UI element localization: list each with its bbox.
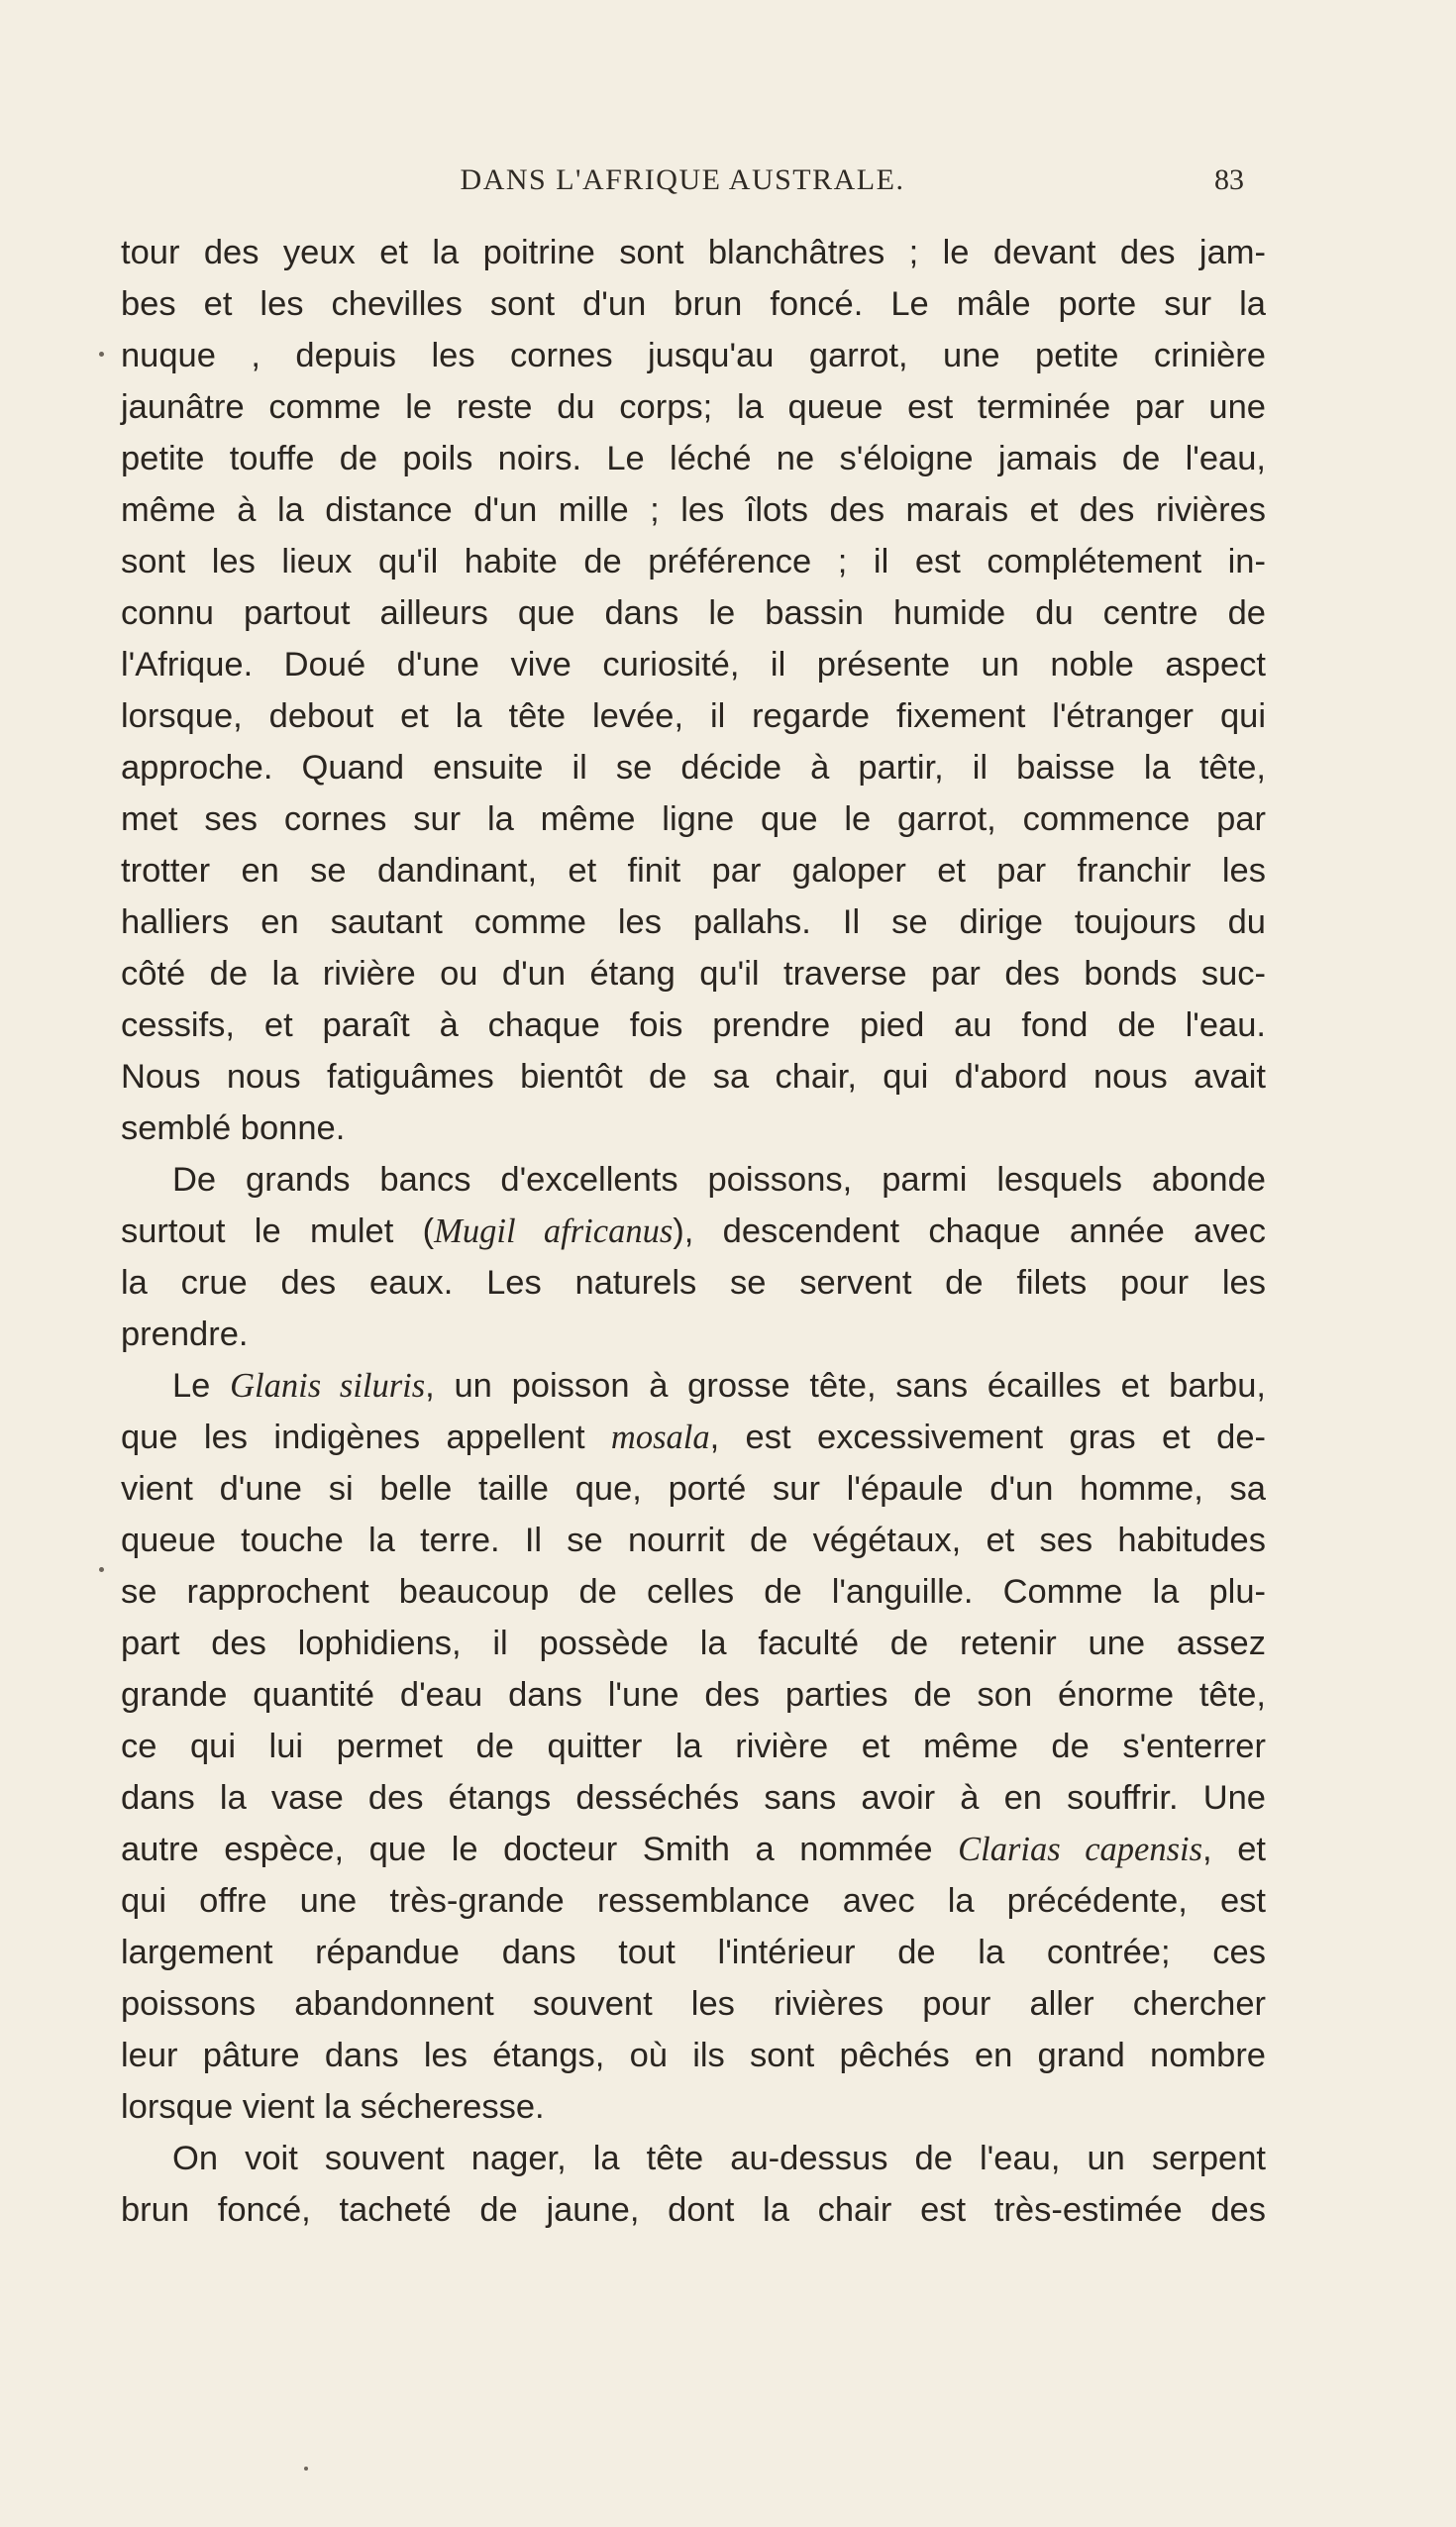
text-line: l'Afrique. Doué d'une vive curiosité, il présente un noble aspect bbox=[121, 646, 1266, 684]
text-line: halliers en sautant comme les pallahs. Il se dirige toujours du bbox=[121, 903, 1266, 941]
text-line: leur pâture dans les étangs, où ils sont pêchés en grand nombre bbox=[121, 2037, 1266, 2074]
paragraph-4 bbox=[121, 2133, 1266, 2236]
running-title: DANS L'AFRIQUE AUSTRALE. bbox=[460, 163, 905, 196]
text-line: queue touche la terre. Il se nourrit de végétaux, et ses habitudes bbox=[121, 1522, 1266, 1559]
text-line bbox=[121, 1360, 1266, 1412]
text-line: jaunâtre comme le reste du corps; la queue est terminée par une bbox=[121, 388, 1266, 426]
text-line: tour des yeux et la poitrine sont blanchâtres ; le devant des jam- bbox=[121, 234, 1266, 271]
text-line: De grands bancs d'excellents poissons, parmi lesquels abonde bbox=[172, 1161, 1266, 1199]
text-line: met ses cornes sur la même ligne que le garrot, commence par bbox=[121, 800, 1266, 838]
text-run: autre espèce, que le docteur Smith a nommée bbox=[121, 1831, 959, 1868]
text-line: se rapprochent beaucoup de celles de l'anguille. Comme la plu- bbox=[121, 1573, 1266, 1611]
text-run: que les indigènes appellent bbox=[121, 1419, 611, 1456]
text-line: On voit souvent nager, la tête au-dessus de l'eau, un serpent bbox=[172, 2140, 1266, 2177]
running-header bbox=[121, 163, 1244, 213]
text-line bbox=[121, 1412, 1266, 1463]
text-line: petite touffe de poils noirs. Le léché ne s'éloigne jamais de l'eau, bbox=[121, 440, 1266, 477]
text-run: ), descendent chaque année avec bbox=[673, 1212, 1266, 1250]
body-text bbox=[121, 227, 1266, 2236]
native-name: mosala bbox=[610, 1419, 710, 1456]
text-line: côté de la rivière ou d'un étang qu'il traverse par des bonds suc- bbox=[121, 955, 1266, 993]
margin-speck bbox=[99, 1567, 104, 1572]
text-run: , est excessivement gras et de- bbox=[709, 1419, 1266, 1456]
text-line: même à la distance d'un mille ; les îlots des marais et des rivières bbox=[121, 491, 1266, 529]
species-name: Mugil africanus bbox=[434, 1212, 674, 1250]
text-line: approche. Quand ensuite il se décide à partir, il baisse la tête, bbox=[121, 749, 1266, 787]
paragraph-3 bbox=[121, 1360, 1266, 2133]
text-line: trotter en se dandinant, et finit par galoper et par franchir les bbox=[121, 852, 1266, 890]
text-line: prendre. bbox=[121, 1316, 249, 1353]
text-run: Le bbox=[172, 1367, 231, 1405]
text-run: , et bbox=[1202, 1831, 1266, 1868]
text-line: connu partout ailleurs que dans le bassin humide du centre de bbox=[121, 594, 1266, 632]
text-line: grande quantité d'eau dans l'une des parties de son énorme tête, bbox=[121, 1676, 1266, 1714]
page-number: 83 bbox=[1214, 163, 1244, 196]
text-run: surtout le mulet ( bbox=[121, 1212, 435, 1250]
text-line: bes et les chevilles sont d'un brun foncé. Le mâle porte sur la bbox=[121, 285, 1266, 323]
text-line: nuque , depuis les cornes jusqu'au garrot, une petite crinière bbox=[121, 337, 1266, 374]
text-line: brun foncé, tacheté de jaune, dont la chair est très-estimée des bbox=[121, 2191, 1266, 2229]
text-line: qui offre une très-grande ressemblance avec la précédente, est bbox=[121, 1882, 1266, 1920]
paragraph-2 bbox=[121, 1154, 1266, 1360]
text-line: sont les lieux qu'il habite de préférence ; il est complétement in- bbox=[121, 543, 1266, 580]
text-line: ce qui lui permet de quitter la rivière et même de s'enterrer bbox=[121, 1728, 1266, 1765]
species-name: Glanis siluris bbox=[230, 1367, 426, 1405]
text-line: lorsque vient la sécheresse. bbox=[121, 2088, 545, 2126]
margin-speck bbox=[99, 352, 104, 357]
text-line: part des lophidiens, il possède la faculté de retenir une assez bbox=[121, 1625, 1266, 1662]
text-line: dans la vase des étangs desséchés sans avoir à en souffrir. Une bbox=[121, 1779, 1266, 1817]
paragraph-1 bbox=[121, 227, 1266, 1154]
text-line bbox=[121, 1206, 1266, 1257]
text-line: semblé bonne. bbox=[121, 1109, 346, 1147]
species-name: Clarias capensis bbox=[958, 1831, 1203, 1868]
text-line: poissons abandonnent souvent les rivières pour aller chercher bbox=[121, 1985, 1266, 2023]
text-line: Nous nous fatiguâmes bientôt de sa chair, qui d'abord nous avait bbox=[121, 1058, 1266, 1096]
text-line: la crue des eaux. Les naturels se servent de filets pour les bbox=[121, 1264, 1266, 1302]
text-line: lorsque, debout et la tête levée, il regarde fixement l'étranger qui bbox=[121, 697, 1266, 735]
text-line: vient d'une si belle taille que, porté sur l'épaule d'un homme, sa bbox=[121, 1470, 1266, 1508]
text-line: cessifs, et paraît à chaque fois prendre pied au fond de l'eau. bbox=[121, 1006, 1266, 1044]
text-line: largement répandue dans tout l'intérieur de la contrée; ces bbox=[121, 1934, 1266, 1971]
text-run: , un poisson à grosse tête, sans écailles et barbu, bbox=[425, 1367, 1266, 1405]
margin-speck bbox=[304, 2467, 308, 2471]
text-line bbox=[121, 1824, 1266, 1875]
